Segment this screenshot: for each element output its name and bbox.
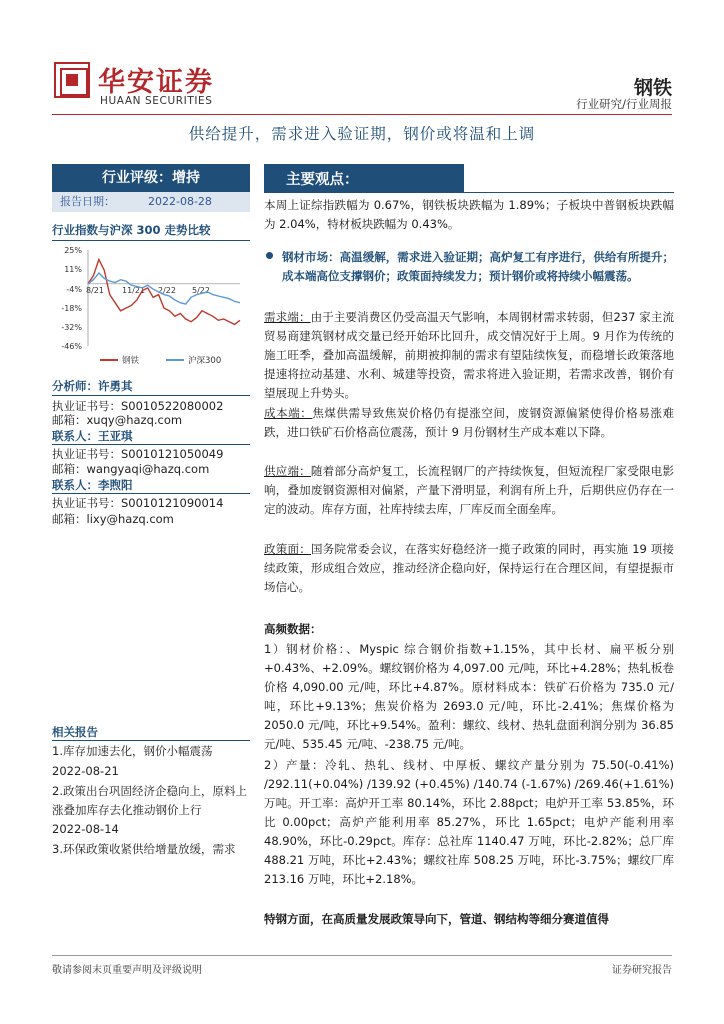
policy-label: 政策面： (264, 542, 312, 556)
demand-paragraph (264, 308, 674, 403)
high-freq-output: 2）产量：冷轧、热轧、线材、中厚板、螺纹产量分别为 75.50(-0.41%) /292.11(+0.04%) /139.92 (+0.45%) /140.74 (-1.67%) /269.46(+1.61%)万吨。开工率：高炉开工率 80.14%，环比 2.88pct；电炉开工率 53.85%，环比 0.00pct；高炉产能利用率 85.27%，环比 1.65pct；电炉产能利用率 48.90%，环比-0.29pct。库存：总社库 1140.47 万吨，环比-2.82%；总厂库 488.21 万吨，环比+2.43%；螺纹社库 508.25 万吨，环比-3.75%；螺纹厂库 213.16 万吨，环比+2.18%。 (264, 758, 674, 886)
cost-label: 成本端： (264, 406, 313, 420)
demand-label: 需求端： (264, 310, 311, 324)
related-report-1[interactable]: 1.库存加速去化，钢价小幅震荡 (52, 744, 213, 758)
related-report-2[interactable]: 2.政策出台巩固经济企稳向上，原料上涨叠加库存去化推动钢价上行 (52, 784, 247, 817)
footer-disclaimer[interactable]: 敬请参阅末页重要声明及评级说明 (52, 965, 202, 976)
chart-title-divider (52, 240, 250, 241)
x-tick-label: 2/22 (158, 285, 176, 295)
industry-rating: 行业评级：增持 (52, 164, 250, 192)
legend-label: 沪深300 (188, 356, 222, 366)
high-freq-head: 高频数据： (264, 622, 322, 636)
related-report-1-date: 2022-08-21 (52, 764, 119, 778)
intro-paragraph: 本周上证综指跌幅为 0.67%，钢铁板块跌幅为 1.89%；子板块中普钢板块跌幅为 2.04%，特材板块跌幅为 0.43%。 (264, 198, 674, 231)
y-tick-label: -46% (61, 342, 82, 351)
contact2-head: 联系人：李煦阳 (52, 478, 133, 492)
report-category: 行业研究/行业周报 (576, 97, 672, 111)
supply-label: 供应端： (264, 464, 311, 478)
related-report-2-date: 2022-08-14 (52, 822, 119, 836)
main-head-divider (264, 192, 674, 193)
x-tick-label: 11/21 (122, 285, 146, 295)
analyst-head: 分析师：许勇其 (52, 379, 133, 393)
contact2-email: 邮箱：lixy@hazq.com (52, 512, 174, 526)
x-tick-label: 8/21 (86, 285, 104, 295)
report-date-box (52, 192, 250, 212)
report-title: 供给提升，需求进入验证期，钢价或将温和上调 (188, 125, 536, 143)
x-tick-label: 5/22 (192, 285, 210, 295)
related-reports-head: 相关报告 (52, 725, 98, 739)
analyst1-email: 邮箱：xuqy@hazq.com (52, 413, 183, 427)
steel-market-summary: 钢材市场：高温缓解，需求进入验证期；高炉复工有序进行，供给有所提升；成本端高位支撑钢价；政策面持续发力；预计钢价或将持续小幅震荡。 (282, 250, 674, 283)
contact1-divider (52, 444, 250, 445)
cost-paragraph (264, 404, 674, 442)
y-tick-label: -18% (61, 304, 82, 314)
y-tick-label: -4% (66, 285, 82, 295)
footer-divider (52, 955, 672, 956)
logo-text: 华安证券 (98, 67, 214, 98)
high-freq-prices: 1）钢材价格：、Myspic 综合钢价指数+1.15%，其中长材、扁平板分别+0.43%、+2.09%。螺纹钢价格为 4,097.00 元/吨，环比+4.28%；热轧板卷价格 4,090.00 元/吨，环比+4.87%。原材料成本：铁矿石价格为 735.0 元/吨，环比+9.13%；焦炭价格为 2693.0 元/吨，环比-2.41%；焦煤价格为 2050.0 元/吨，环比+9.54%。盈利：螺纹、线材、热轧盘面利润分别为 36.85 元/吨、535.45 元/吨、-238.75 元/吨。 (264, 642, 674, 751)
supply-paragraph (264, 462, 674, 519)
footer-report-type: 证券研究报告 (612, 965, 672, 976)
date-value: 2022-08-28 (148, 195, 212, 208)
analyst-divider (52, 395, 250, 396)
cost-text: 焦煤供需导致焦炭价格仍有提涨空间，废钢资源偏紧使得价格易涨难跌，进口铁矿石价格高位震荡，预计 9 月份钢材生产成本难以下降。 (264, 406, 675, 439)
logo-icon (54, 62, 90, 98)
date-label: 报告日期： (60, 195, 115, 208)
policy-paragraph (264, 540, 674, 597)
y-tick-label: 25% (64, 246, 82, 255)
y-tick-label: -32% (61, 323, 82, 333)
contact1-license: 执业证书号：S0010121050049 (52, 447, 224, 461)
special-steel-paragraph: 特钢方面，在高质量发展政策导向下，管道、钢结构等细分赛道值得 (264, 912, 609, 926)
related-report-3[interactable]: 3.环保政策收紧供给增量放缓，需求 (52, 842, 236, 856)
bullet-icon (266, 252, 273, 259)
chart-title: 行业指数与沪深 300 走势比较 (52, 223, 211, 237)
contact2-license: 执业证书号：S0010121090014 (52, 496, 224, 510)
main-head: 主要观点： (286, 172, 359, 188)
logo-english: HUAAN SECURITIES (100, 95, 213, 107)
analyst1-license: 执业证书号：S0010522080002 (52, 399, 224, 413)
policy-text: 国务院常委会议，在落实好稳经济一揽子政策的同时，再实施 19 项接续政策，形成组合效应，推动经济企稳向好，保持运行在合理区间，有望提振市场信心。 (264, 542, 674, 594)
y-tick-label: 11% (64, 264, 82, 274)
industry-name: 钢铁 (633, 77, 672, 99)
supply-text: 随着部分高炉复工，长流程钢厂的产持续恢复，但短流程厂家受限电影响，叠加废钢资源相对偏紧，产量下滑明显，利润有所上升，后期供应仍存在一定的波动。库存方面，社库持续去库，厂库反而全面垒库。 (264, 464, 675, 516)
index-comparison-chart (52, 244, 250, 372)
related-divider (52, 740, 250, 741)
legend-label: 钢铁 (122, 356, 140, 366)
contact1-head: 联系人：王亚琪 (52, 429, 133, 443)
contact2-divider (52, 493, 250, 494)
demand-text: 由于主要消费区仍受高温天气影响，本周钢材需求转弱，但237 家主流贸易商建筑钢材成交量已经开始环比回升，成交情况好于上周。9 月作为传统的施工旺季，叠加高温缓解，前期被抑制的需求有望陆续恢复，而稳增长政策落地提速将拉动基建、水利、城建等投资，需求将进入验证期，若需求改善，钢价有望展现上升势头。 (264, 310, 674, 400)
contact1-email: 邮箱：wangyaqi@hazq.com (52, 462, 210, 476)
header-divider (52, 114, 672, 115)
